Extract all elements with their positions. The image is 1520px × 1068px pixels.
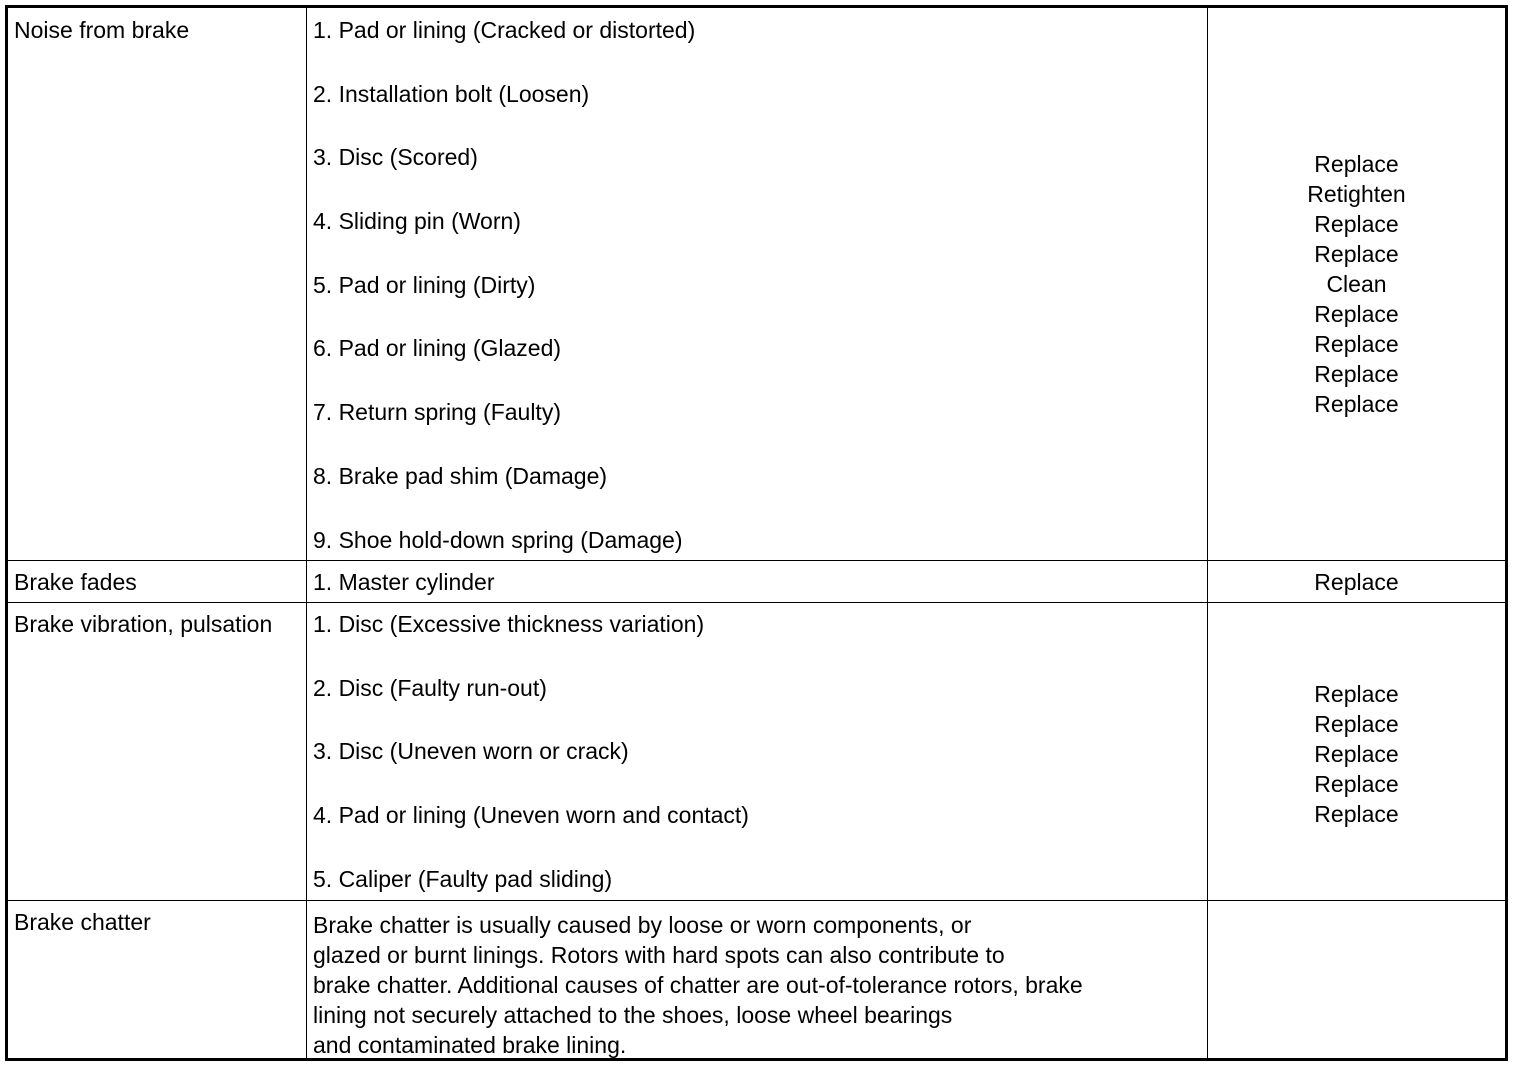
- remedy-item: Replace: [1314, 741, 1399, 767]
- symptom-cell: [8, 561, 307, 602]
- remedy-list: [1208, 679, 1505, 829]
- table-row-noise: [8, 8, 1505, 560]
- remedy-item: Replace: [1314, 151, 1399, 177]
- cause-item: 6. Pad or lining (Glazed): [313, 335, 562, 361]
- cause-item: 3. Disc (Uneven worn or crack): [313, 738, 629, 764]
- cause-item: 2. Disc (Faulty run-out): [313, 675, 547, 701]
- troubleshooting-table: [5, 5, 1508, 1061]
- remedy-item: Replace: [1314, 569, 1399, 595]
- table-row-fades: [8, 560, 1505, 602]
- symptom-cell: [8, 603, 307, 900]
- remedy-cell: [1208, 901, 1505, 1058]
- symptom-label: Brake fades: [14, 569, 137, 595]
- remedy-cell: [1208, 561, 1505, 602]
- symptom-cell: [8, 8, 307, 560]
- table-row-vibration: [8, 602, 1505, 900]
- symptom-label: Brake chatter: [14, 909, 151, 935]
- chatter-description: [313, 910, 1083, 1060]
- remedy-item: Replace: [1314, 241, 1399, 267]
- remedy-item: Replace: [1314, 211, 1399, 237]
- remedy-item: Replace: [1314, 391, 1399, 417]
- remedy-list: [1208, 567, 1505, 597]
- causes-cell: [307, 561, 1208, 602]
- description-line: lining not securely attached to the shoes, loose wheel bearings: [313, 1002, 953, 1028]
- remedy-item: Replace: [1314, 801, 1399, 827]
- remedy-item: Replace: [1314, 771, 1399, 797]
- description-cell: [307, 901, 1208, 1058]
- cause-item: 4. Pad or lining (Uneven worn and contact): [313, 802, 749, 828]
- causes-cell: [307, 603, 1208, 900]
- remedy-item: Replace: [1314, 681, 1399, 707]
- cause-item: 1. Pad or lining (Cracked or distorted): [313, 17, 696, 43]
- cause-item: 1. Master cylinder: [313, 569, 495, 595]
- remedy-cell: [1208, 603, 1505, 900]
- cause-item: 4. Sliding pin (Worn): [313, 208, 521, 234]
- table-row-chatter: [8, 900, 1505, 1058]
- cause-item: 5. Pad or lining (Dirty): [313, 272, 536, 298]
- cause-item: 3. Disc (Scored): [313, 144, 478, 170]
- cause-item: 2. Installation bolt (Loosen): [313, 81, 590, 107]
- cause-item: 7. Return spring (Faulty): [313, 399, 561, 425]
- description-line: glazed or burnt linings. Rotors with hard spots can also contribute to: [313, 942, 1005, 968]
- remedy-item: Replace: [1314, 711, 1399, 737]
- cause-item: 8. Brake pad shim (Damage): [313, 463, 608, 489]
- description-line: brake chatter. Additional causes of chatter are out-of-tolerance rotors, brake: [313, 972, 1083, 998]
- remedy-item: Replace: [1314, 361, 1399, 387]
- remedy-cell: [1208, 8, 1505, 560]
- remedy-list: [1208, 149, 1505, 419]
- symptom-label: Brake vibration, pulsation: [14, 611, 273, 637]
- cause-item: 9. Shoe hold-down spring (Damage): [313, 527, 683, 553]
- cause-item: 1. Disc (Excessive thickness variation): [313, 611, 705, 637]
- cause-item: 5. Caliper (Faulty pad sliding): [313, 866, 613, 892]
- description-line: Brake chatter is usually caused by loose or worn components, or: [313, 912, 972, 938]
- description-line: and contaminated brake lining.: [313, 1032, 627, 1058]
- causes-cell: [307, 8, 1208, 560]
- remedy-item: Clean: [1326, 271, 1387, 297]
- symptom-label: Noise from brake: [14, 17, 190, 43]
- remedy-item: Replace: [1314, 331, 1399, 357]
- symptom-cell: [8, 901, 307, 1058]
- remedy-item: Replace: [1314, 301, 1399, 327]
- remedy-item: Retighten: [1307, 181, 1406, 207]
